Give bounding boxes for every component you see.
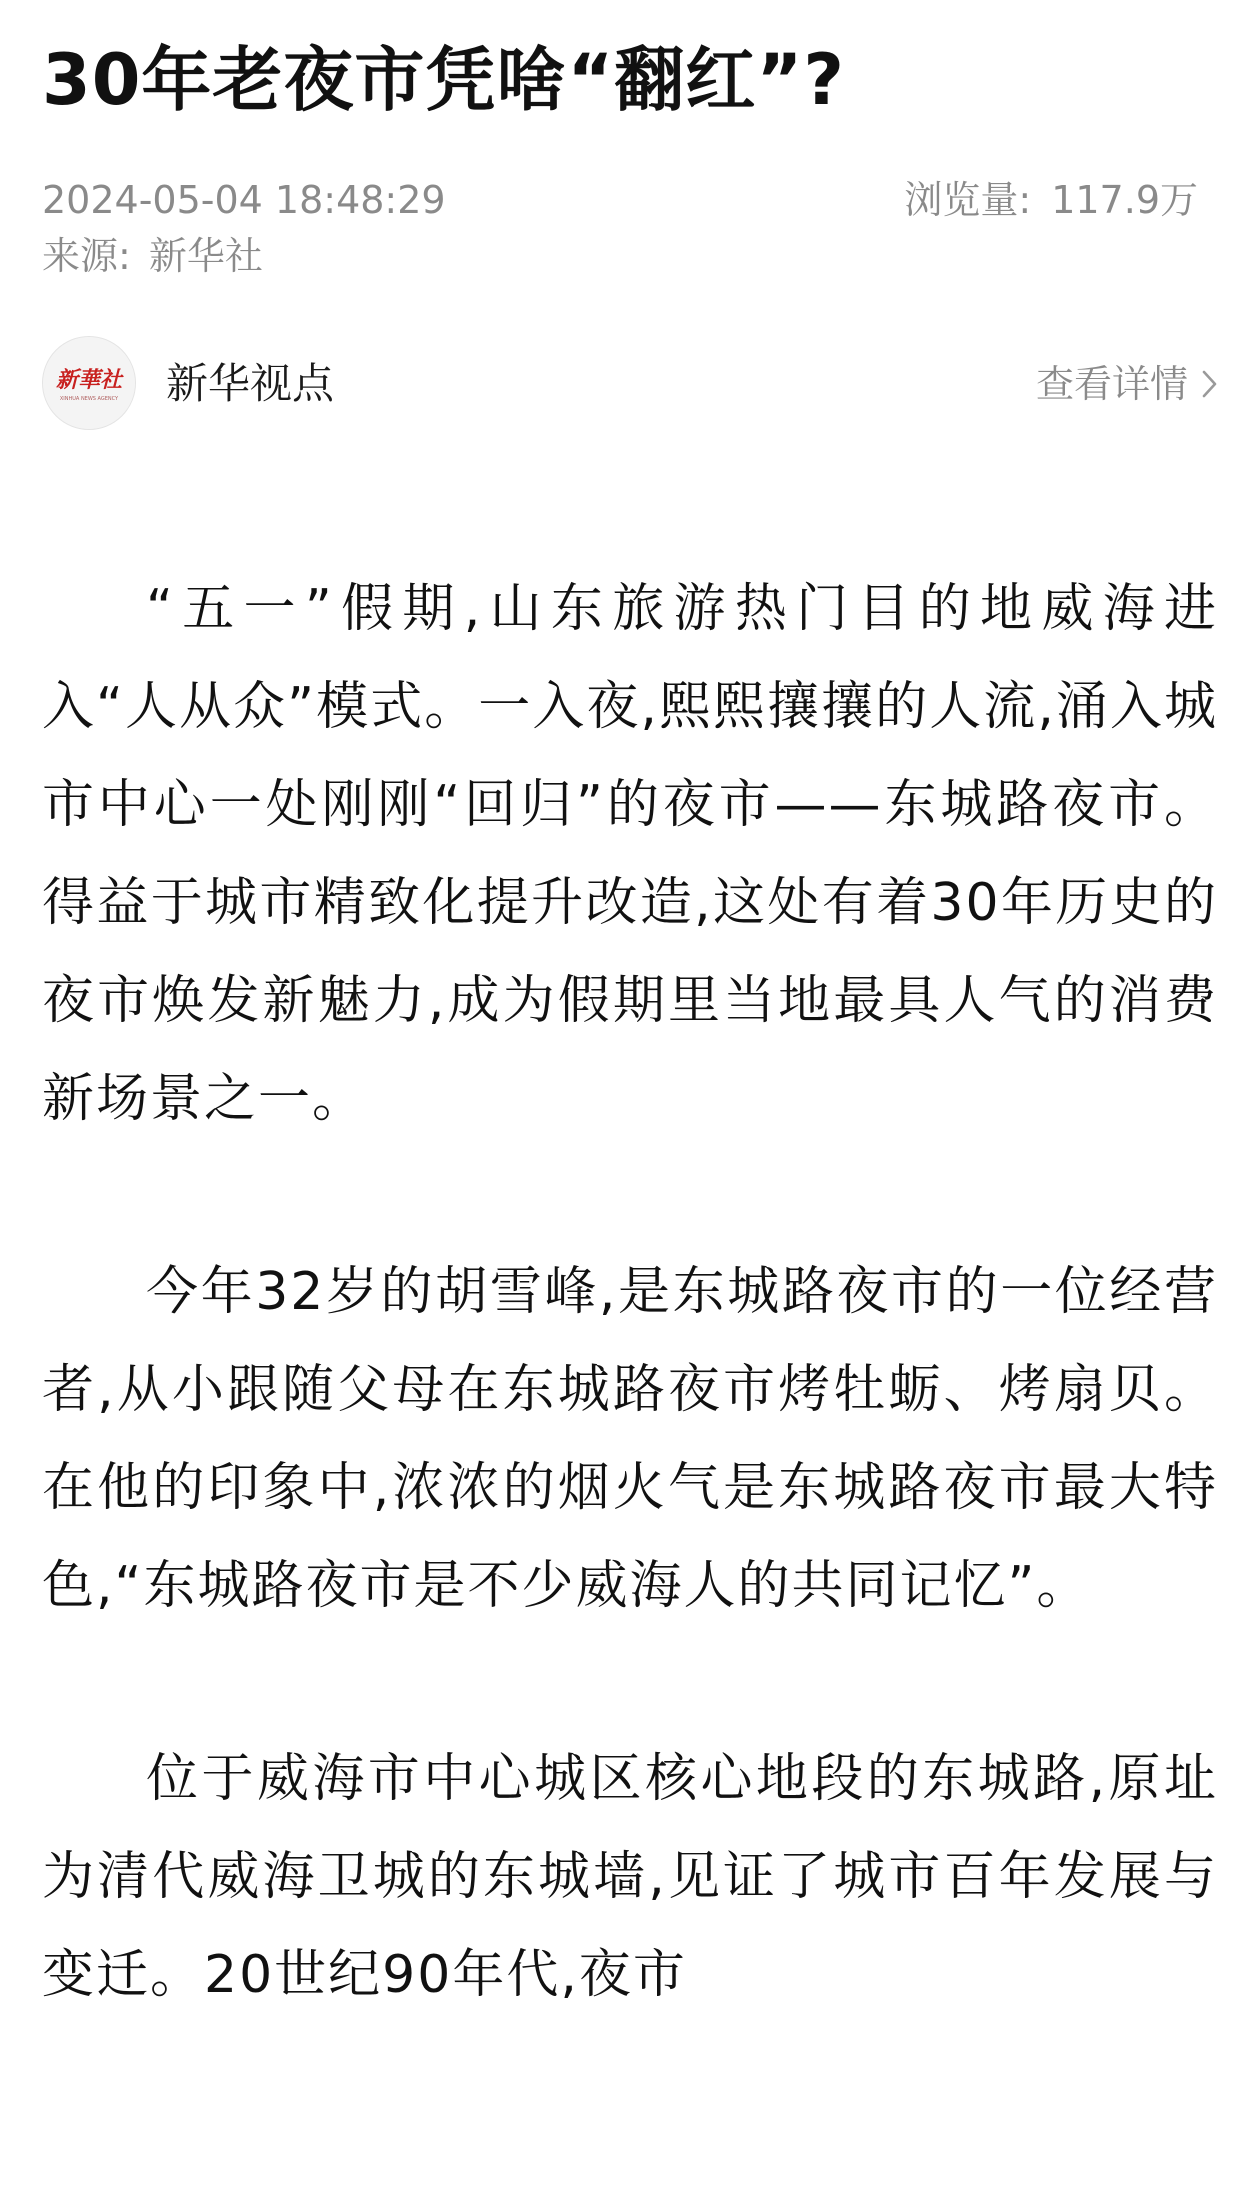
source-label: 来源: xyxy=(42,234,131,278)
avatar-logo-subtext: XINHUA NEWS AGENCY xyxy=(59,396,119,402)
account-row[interactable] xyxy=(42,336,1218,432)
publish-datetime: 2024-05-04 18:48:29 xyxy=(42,178,446,222)
view-detail-label: 查看详情 xyxy=(1035,362,1188,406)
view-count xyxy=(904,172,1198,228)
source-value: 新华社 xyxy=(148,234,263,278)
body-paragraph: 位于威海市中心城区核心地段的东城路,原址为清代威海卫城的东城墙,见证了城市百年发展与变迁。20世纪90年代,夜市 xyxy=(42,1749,1218,2005)
xinhua-logo-icon xyxy=(43,337,135,429)
view-count-value: 117.9万 xyxy=(1051,178,1198,222)
article-title: 30年老夜市凭啥“翻红”? xyxy=(42,39,846,121)
avatar[interactable] xyxy=(42,336,136,430)
view-count-label: 浏览量: xyxy=(904,178,1032,222)
account-name[interactable]: 新华视点 xyxy=(166,359,335,408)
article-body xyxy=(42,560,1218,2119)
body-paragraph: 今年32岁的胡雪峰,是东城路夜市的一位经营者,从小跟随父母在东城路夜市烤牡蛎、烤扇贝。在他的印象中,浓浓的烟火气是东城路夜市最大特色,“东城路夜市是不少威海人的共同记忆”。 xyxy=(42,1262,1218,1616)
article-source xyxy=(42,228,263,284)
avatar-logo-text: 新華社 xyxy=(55,367,123,393)
body-paragraph: “五一”假期,山东旅游热门目的地威海进入“人从众”模式。一入夜,熙熙攘攘的人流,涌入城市中心一处刚刚“回归”的夜市——东城路夜市。得益于城市精致化提升改造,这处有着30年历史的夜市焕发新魅力,成为假期里当地最具人气的消费新场景之一。 xyxy=(42,579,1218,1129)
view-detail-link[interactable] xyxy=(1036,356,1218,412)
chevron-right-icon xyxy=(1202,369,1218,399)
